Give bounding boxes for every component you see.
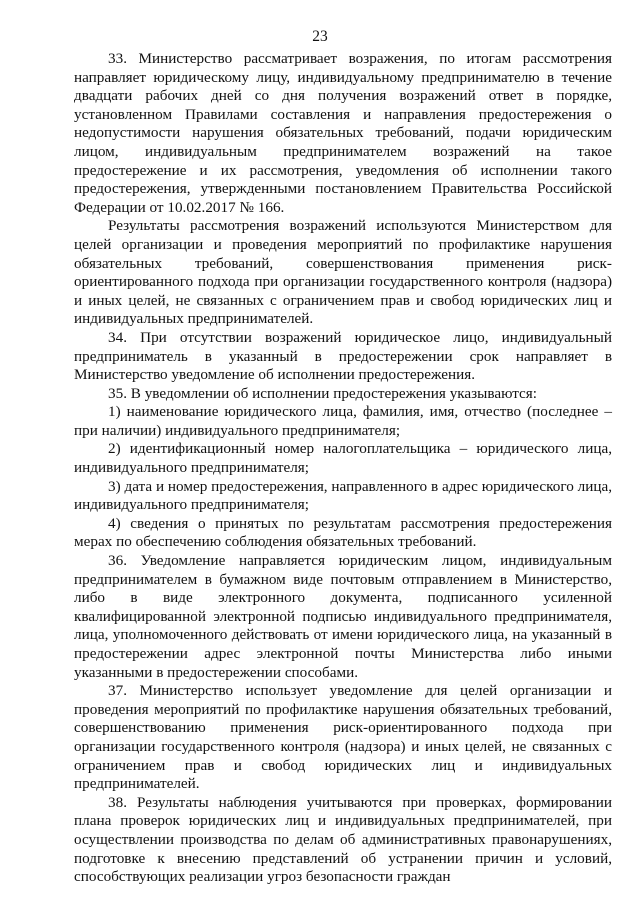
paragraph-36: 36. Уведомление направляется юридическим лицом, индивидуальным предпринимателем в бумажном виде почтовым отправлением в Министерство, либо в виде электронного документа, подписанного усиленной квалифицированной электронной подписью индивидуального предпринимателя, лица, уполномоченного действовать от имени юридического лица, на указанный в предостережении адрес электронной почты Министерства либо иными указанными в предостережении способами. <box>74 552 612 681</box>
list-item-1: 1) наименование юридического лица, фамилия, имя, отчество (последнее – при наличии) индивидуального предпринимателя; <box>74 403 612 439</box>
paragraph-33: 33. Министерство рассматривает возражения, по итогам рассмотрения направляет юридическому лицу, индивидуальному предпринимателю в течение двадцати рабочих дней со дня получения возражений ответ в порядке, установленном Правилами составления и направления предостережения о недопустимости нарушения обязательных требований, подачи юридическим лицом, индивидуальным предпринимателем возражений на такое предостережение и их рассмотрения, уведомления об исполнении такого предостережения, утвержденными постановлением Правительства Российской Федерации от 10.02.2017 № 166. <box>74 50 612 216</box>
document-body <box>74 50 612 887</box>
page-number: 23 <box>312 28 328 45</box>
paragraph-38: 38. Результаты наблюдения учитываются при проверках, формировании плана проверок юридических лиц и индивидуальных предпринимателей, при осуществлении производства по делам об административных правонарушениях, подготовке к внесению представлений об устранении причин и условий, способствующих реализации угроз безопасности граждан <box>74 793 612 886</box>
list-item-3: 3) дата и номер предостережения, направленного в адрес юридического лица, индивидуального предпринимателя; <box>74 477 612 514</box>
paragraph-objection-results: Результаты рассмотрения возражений используются Министерством для целей организации и проведения мероприятий по профилактике нарушения обязательных требований, совершенствования применения риск-ориентированного подхода при организации государственного контроля (надзора) и иных целей, не связанных с ограничением прав и свобод юридических лиц и индивидуальных предпринимателей. <box>74 217 612 328</box>
paragraph-34: 34. При отсутствии возражений юридическое лицо, индивидуальный предприниматель в указанный в предостережении срок направляет в Министерство уведомление об исполнении предостережения. <box>74 328 612 384</box>
list-item-2: 2) идентификационный номер налогоплательщика – юридического лица, индивидуального предпринимателя; <box>74 440 612 477</box>
paragraph-35: 35. В уведомлении об исполнении предостережения указываются: <box>108 384 538 402</box>
paragraph-37: 37. Министерство использует уведомление для целей организации и проведения мероприятий по профилактике нарушения обязательных требований, совершенствованию применения риск-ориентированного подхода при организации государственного контроля (надзора) и иных целей, не связанных с ограничением прав и свобод юридических лиц и индивидуальных предпринимателей. <box>74 682 612 793</box>
list-item-4: 4) сведения о принятых по результатам рассмотрения предостережения мерах по обеспечению соблюдения обязательных требований. <box>74 514 612 551</box>
